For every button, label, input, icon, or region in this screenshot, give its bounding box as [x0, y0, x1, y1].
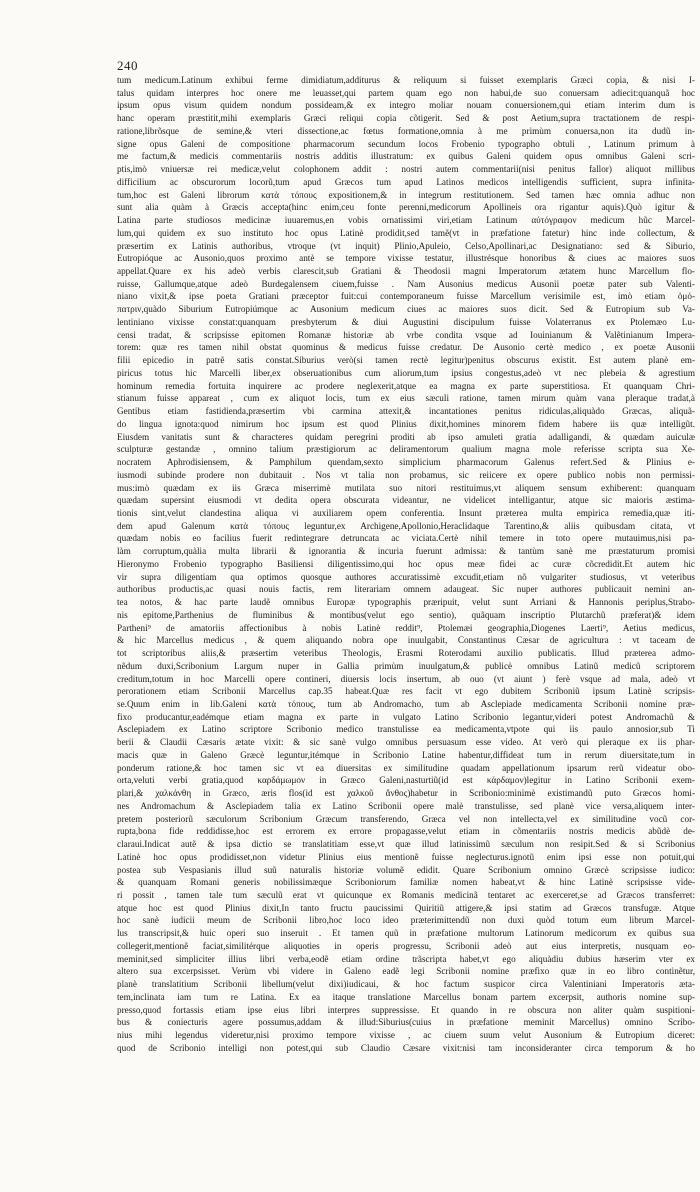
text-line: stianum fuisse appareat , cum ex aliquot locis, tum ex eius sæculi ratione, tamen mirum quàm vana pleraque tradat,à: [117, 393, 695, 404]
text-line: hoc sanè iudicii meum de Scribonii libro,hoc loco ideo præterimittendũ non duxi quòd totum eum librum Marcel-: [117, 915, 695, 926]
text-line: macis quæ in Galeno Græcè leguntur,itémque in Scribonio Latine habentur,diffideat tum in rerum diuersitate,tum in: [117, 749, 695, 760]
text-line: ponderum ratione,& hoc tamen sic vt ea diuersitas ex similitudine quadam appellationum ipsarum rerũ videatur obo-: [117, 762, 695, 773]
text-line: piricus totus hic Marcelli liber,ex obseruationibus cum aliorum,tum ipsius congestus,adeò vt nec plebeia & agrestium: [117, 367, 695, 378]
text-line: dem apud Galenum κατὰ τόπους leguntur,ex Archigene,Apollonio,Heraclidaque Tarentino,& aliis quibusdam citata, vt: [117, 520, 695, 531]
text-line: do lingua ignota:quod nimirum hoc ipsum est quod Plinius dixit,homines minorem fidem habere iis quæ intelligũt.: [117, 418, 695, 429]
text-line: talus quidam interpres hoc onere me leuasset,qui partem quam ego non habui,de suo conuersam adiecit:quanquã hoc: [117, 87, 695, 98]
text-line: Gentibus etiam fastidienda,præsertim vbi carmina attexit,& incantationes penitus ridiculas,aliquàdo Græcas, aliquã-: [117, 406, 695, 417]
text-line: hanc operam præstitit,mihi exemplaris Græci reliqui copia cõtigerit. Sed & post Aetium,supra tractationem de respi-: [117, 113, 695, 124]
text-line: bus & coniecturis agere possumus,addam & illud:Siburius(cuius in præfatione meminit Marcellus) omnino Scribo-: [117, 1017, 695, 1028]
text-line: altero sua excerpsisset. Verùm vbi videre in Galeno eadẽ legi Scribonii nomine præfixo quæ in eo libro continẽtur,: [117, 966, 695, 977]
text-line: Eutropióque ac Ausonio,quos proximo antè se tempore vixisse testatur, illustrésque honoribus & ciues ac maiores suos: [117, 253, 695, 264]
text-line: perorationem etiam Scribonii Marcellus cap.35 habeat.Quæ res facit vt ego dubitem Scriboniũ ipsum Latinè scripsis-: [117, 686, 695, 697]
text-line: nocratem Aphrodisiensem, & Pamphilum quendam,sexto simplicium pharmacorum Galenus refert.Sed & Plinius e-: [117, 457, 695, 468]
text-line: niano vixit,& ipse poeta Gratiani præceptor fuit:cui contemporaneum fuisse Marcellum verisimile est, imò etiam ὁμό-: [117, 291, 695, 302]
text-line: & quanquam Romani generis nobilissimæque Scriboniorum familiæ nomen habeat,vt & hinc Latinè scripsisse vide-: [117, 877, 695, 888]
text-line: quædam supersint eiusmodi vt dedita opera obscurata videantur, ne videlicet intelligantur, atque sic maioris æstima-: [117, 495, 695, 506]
text-line: Latinè hoc opus prodidisset,non videtur Plinius eius mentionẽ fuisse neglecturus.ignotũ enim ipsi esse non potuit,qui: [117, 851, 695, 862]
text-line: orta,veluti verbi gratia,quod καρδάμωμον in Græco Galeni,nasturtiũ(id est κάρδαμον)legitur in Latino Scribonii exem-: [117, 775, 695, 786]
text-line: nis epitome,Parthenius de fluminibus & montibus(velut ego sentio), quãquam inscriptio Plutarchũ præferat)& idem: [117, 609, 695, 620]
text-line: plari,& χαλκάνθη in Græco, æris flos(id est χαλκοῦ ἄνθος)habetur in Scribonio:minimè existimandũ puto Græcos homi-: [117, 788, 695, 799]
text-line: & hic Marcellus medicus , & quem aliquando nobra ope inuulgabit, Constantinus Cæsar de agricultura : vt taceam de: [117, 635, 695, 646]
text-line: ratione,librõsque de semine,& vteri dissectione,ac fœtus formatione,omnia à me primùm conuersa,non ita dudũ in-: [117, 125, 695, 136]
text-line: sunt alia quàm à Græcis accepta(hinc enim,ceu fonte perenni,medicorum Apollineis ora rigantur aquis).Quò igitur &: [117, 202, 695, 213]
text-line: nes Andromachum & Asclepiadem talia ex Latino Scribonii opere malè transtulisse, sed planè vice versa,aliquem inter-: [117, 800, 695, 811]
text-line: censi tradat, & scripsisse epitomen Romanæ historiæ ab vrbe condita vsque ad Iouinianum & Valẽtinianum Impera-: [117, 329, 695, 340]
text-line: tum medicum.Latinum exhibui ferme dimidiatum,additurus & reliquum si fuisset exemplaris Græci copia, & nisi I-: [117, 75, 695, 85]
text-line: tot scriptoribus aliis,& præsertim veteribus Theologis, Erasmi Roterodami auxilio publicatis. Illud præterea admo-: [117, 648, 695, 659]
text-line: rupta,bona fide reddidisse,hoc est errorem ex errore propagasse,velut etiam in cõmentariis nostris medicis abũdè de-: [117, 826, 695, 837]
text-line: iusmodi subinde prodere non dubitauit . Nos vt talia non probamus, sic reiicere ex opere publico nobis non permissi-: [117, 469, 695, 480]
page-number: 240: [117, 58, 138, 73]
text-line: hominum remedia fortuita inquirere ac prodere neglexerit,atque ea magna ex parte superstitiosa. Et quanquam Chri-: [117, 380, 695, 391]
text-line: collegerit,mentionẽ faciat,similitérque aliquoties in operis progressu, Scribonii adeò aut eius interpretis, nusquam eo-: [117, 940, 695, 951]
text-line: Latina parte studiosos medicinæ iuuaremus,en vobis ornatissimi viri,etiam Latinum αὐτόγραφον medicum hũc Marcel-: [117, 215, 695, 226]
text-line: fixo producantur,eadémque etiam magna ex parte in vulgato Latino Scribonio legantur,videri potest Andromachũ &: [117, 711, 695, 722]
text-line: me factum,& medicis commentariis nostris additis illustratum: ex quibus Galeni quidem opus omnibus Galeni scri-: [117, 151, 695, 162]
text-line: difficilium ac obscurorum locorũ,tum apud Græcos tum apud Latinos medicos intelligendis sufficient, supra infinita-: [117, 176, 695, 187]
text-line: Asclepiadem ex Latino scriptore Scribonio medico transtulisse ea medicamenta,vtpote qui iis paulo annosior,sub Ti: [117, 724, 695, 735]
text-line: tea notos, & hac parte laudẽ omnibus Europæ typographis præripuit, velut sunt Arriani & Hannonis periplus,Strabo-: [117, 597, 695, 608]
text-line: planè translatitium Scribonii libellum(velut dixi)iudicaui, & hoc factum suspicor circa Valentiniani Imperatoris æta-: [117, 979, 695, 990]
text-line: authoribus productis,ac quasi nouis factis, rem literariam omnem adaugeat. Sic nuper authores publicauit nemini an-: [117, 584, 695, 595]
text-line: tem,inclinata iam tum re Latina. Ex ea itaque translatione Marcellus bonam partem excerpsit, authoris nomine sup-: [117, 991, 695, 1002]
body-text: [117, 74, 695, 1055]
text-line: ruisse, Gallumque,atque adeò Burdegalensem ciuem,fuisse . Nam Ausonius medicus Ausonii poetæ pater sub Valenti-: [117, 278, 695, 289]
text-line: làm corruptum,quàlia multa librarii & ignorantia & incuria fuerunt admissa: & tantùm sanè me præstaturum promisi: [117, 546, 695, 557]
text-line: mus:imò quædam ex iis Græca miserrimè mutilata suo nitori restituimus,vt aliquem sensum exhiberent: quanquam: [117, 482, 695, 493]
text-line: pretem posteriorũ sæculorum Scribonium Græcum transferendo, Græca vel non intellecta,vel ex similitudine vocũ cor-: [117, 813, 695, 824]
text-line: vir supra diligentiam qua optimos quosque authores accuratissimè excudit,etiam nõ vulgariter studiosus, vt veteribus: [117, 571, 695, 582]
text-line: ipsum opus visum quidem nondum possideam,& ex integro moliar nouam conuersionem,qui etiam interim dum is: [117, 100, 695, 111]
text-line: lus transcripsit,& huic operi suo inseruit . Et tamen quũ in præfatione multorum Latinorum medicorum ex quibus sua: [117, 928, 695, 939]
text-line: se.Quum enim in lib.Galeni κατὰ τόπους, tum ab Andromacho, tum ab Asclepiade medicamenta Scribonii nomine præ-: [117, 698, 695, 709]
text-line: tionis sint,velut clandestina aliqua vi auxiliarem opem conferentia. Insunt præterea multa empirica remedia,quæ iti-: [117, 507, 695, 518]
text-line: nius mihi legendus videretur,nisi proximo tempore vixisse , ac ciuem suum velut Ausonium & Eutropium diceret:: [117, 1030, 695, 1041]
text-line: filii epicedio in patrẽ satis constat.Siburius verò(si tamen rectè legitur)penitus obscurus existit. Est autem planè em-: [117, 355, 695, 366]
text-line: quædam nobis eo facilius fuerit redintegrare detruncata ac viciata.Certè nihil temere in toto opere mutauimus,nisi pa-: [117, 533, 695, 544]
text-line: quod de Scribonio intelligi non potest,qui sub Claudio Cæsare vixit:nisi tam inconsideranter circa temporum & ho: [117, 1042, 695, 1053]
text-line: claraui.Indicat autẽ & ipsa dictio se translatitiam esse,vt quæ illud latinissimũ sæculum non resipit.Sed & si Scribonius: [117, 839, 695, 850]
text-line: præsertim ex Latinis authoribus, vtroque (vt inquit) Plinio,Apuleio, Celso,Apollinari,ac Designatiano: sed & Siburio,: [117, 240, 695, 251]
text-line: berii & Claudii Cæsaris ætate vixit: & sic sanè vulgo omnibus persuasum esse video. At verò qui pleraque ex iis phar-: [117, 737, 695, 748]
text-line: appellat.Quare ex his adeò verbis clarescit,sub Gratiani & Theodosii magni Imperatorum ætatem hunc Marcellum flo-: [117, 266, 695, 277]
text-line: sculpturæ gestandæ , omnino talium præstigiorum ac deliramentorum qualium magna mole referisse scripta sua Xe-: [117, 444, 695, 455]
text-line: Eiusdem vanitatis sunt & characteres quidam peregrini proditi ab ipso amuleti gratia adalligandi, & quædam auiculæ: [117, 431, 695, 442]
text-line: ptis,imò vniuersæ rei medicæ,velut colophonem addit : nostri autem commentarii(nisi penitus fallor) aliquot millibus: [117, 164, 695, 175]
text-line: lentiniano vixisse constat:quanquam presbyterum & diui Augustini discipulum fuisse Volaterranus ex Ptolemæo Lu-: [117, 316, 695, 327]
text-line: atque hoc est quod Plinius dixit,In tanto fructu paucissimi Quiritiũ attigere,& ipsi statim ad Græcos transfugæ. Atque: [117, 902, 695, 913]
text-line: Partheni⁹ de amatoriis affectionibus à nobis Latinè reddit⁹, Ptolemæi geographia,Diogenes Laerti⁹, Aetius medicus,: [117, 622, 695, 633]
text-line: presso,quod fortassis etiam ipse eius libri interpres suppressisse. Et quando in re obscura non aliter quàm suspitioni-: [117, 1004, 695, 1015]
text-line: meminit,sed simpliciter illius libri verba,eodẽ etiam ordine trãscripta habet,vt ego aliquàdiu dubius hæserim vter ex: [117, 953, 695, 964]
text-line: creditum,totum in hoc Marcelli opere contineri, diuersis locis insertum, ab ouo (vt aiunt ) ferè vsque ad mala, adeò vt: [117, 673, 695, 684]
text-line: ri possit , tamen tale tum sæculũ erat vt quicunque ex Romanis medicinã tentaret ac exerceret,se ad Græcos transferret:: [117, 890, 695, 900]
text-line: signe opus Galeni de compositione pharmacorum secundum locos Frobenio typographo obtuli , Latinum primum à: [117, 138, 695, 149]
text-line: torem: quæ res tamen nihil obstat quominus & medicus fuisse credatur. De Ausonio certè medico , ex poetæ Ausonii: [117, 342, 695, 353]
text-line: nẽdum duxi,Scribonium Largum nuper in Gallia primùm inuulgatum,& publicè omnibus Latinũ medicũ scriptorem: [117, 660, 695, 671]
text-line: Hieronymo Frobenio typographo Basiliensi diligentissimo,qui hoc opus meæ fidei ac curæ cõcredidit.Et autem hic: [117, 558, 695, 569]
text-line: tum,hoc est Galeni librorum κατὰ τόπους expositionem,& in integrum restitutionem. Sed tamen hæc omnia adhuc non: [117, 189, 695, 200]
text-line: postea sub Vespasianis illud suũ naturalis historiæ volumẽ edidit. Quare Scribonium omnino Græcè scripsisse iudico:: [117, 864, 695, 875]
text-line: πατριν,quàdo Siburium Eutropiúmque ac Ausonium medicum ciues ac maiores suos dicit. Sed & Eutropium sub Va-: [117, 304, 695, 315]
text-line: lum,qui quidem ex suo instituto hoc opus Latinè prodidit,sed tamẽ(vt in præfatione fatetur) hinc inde collectum, &: [117, 227, 695, 238]
